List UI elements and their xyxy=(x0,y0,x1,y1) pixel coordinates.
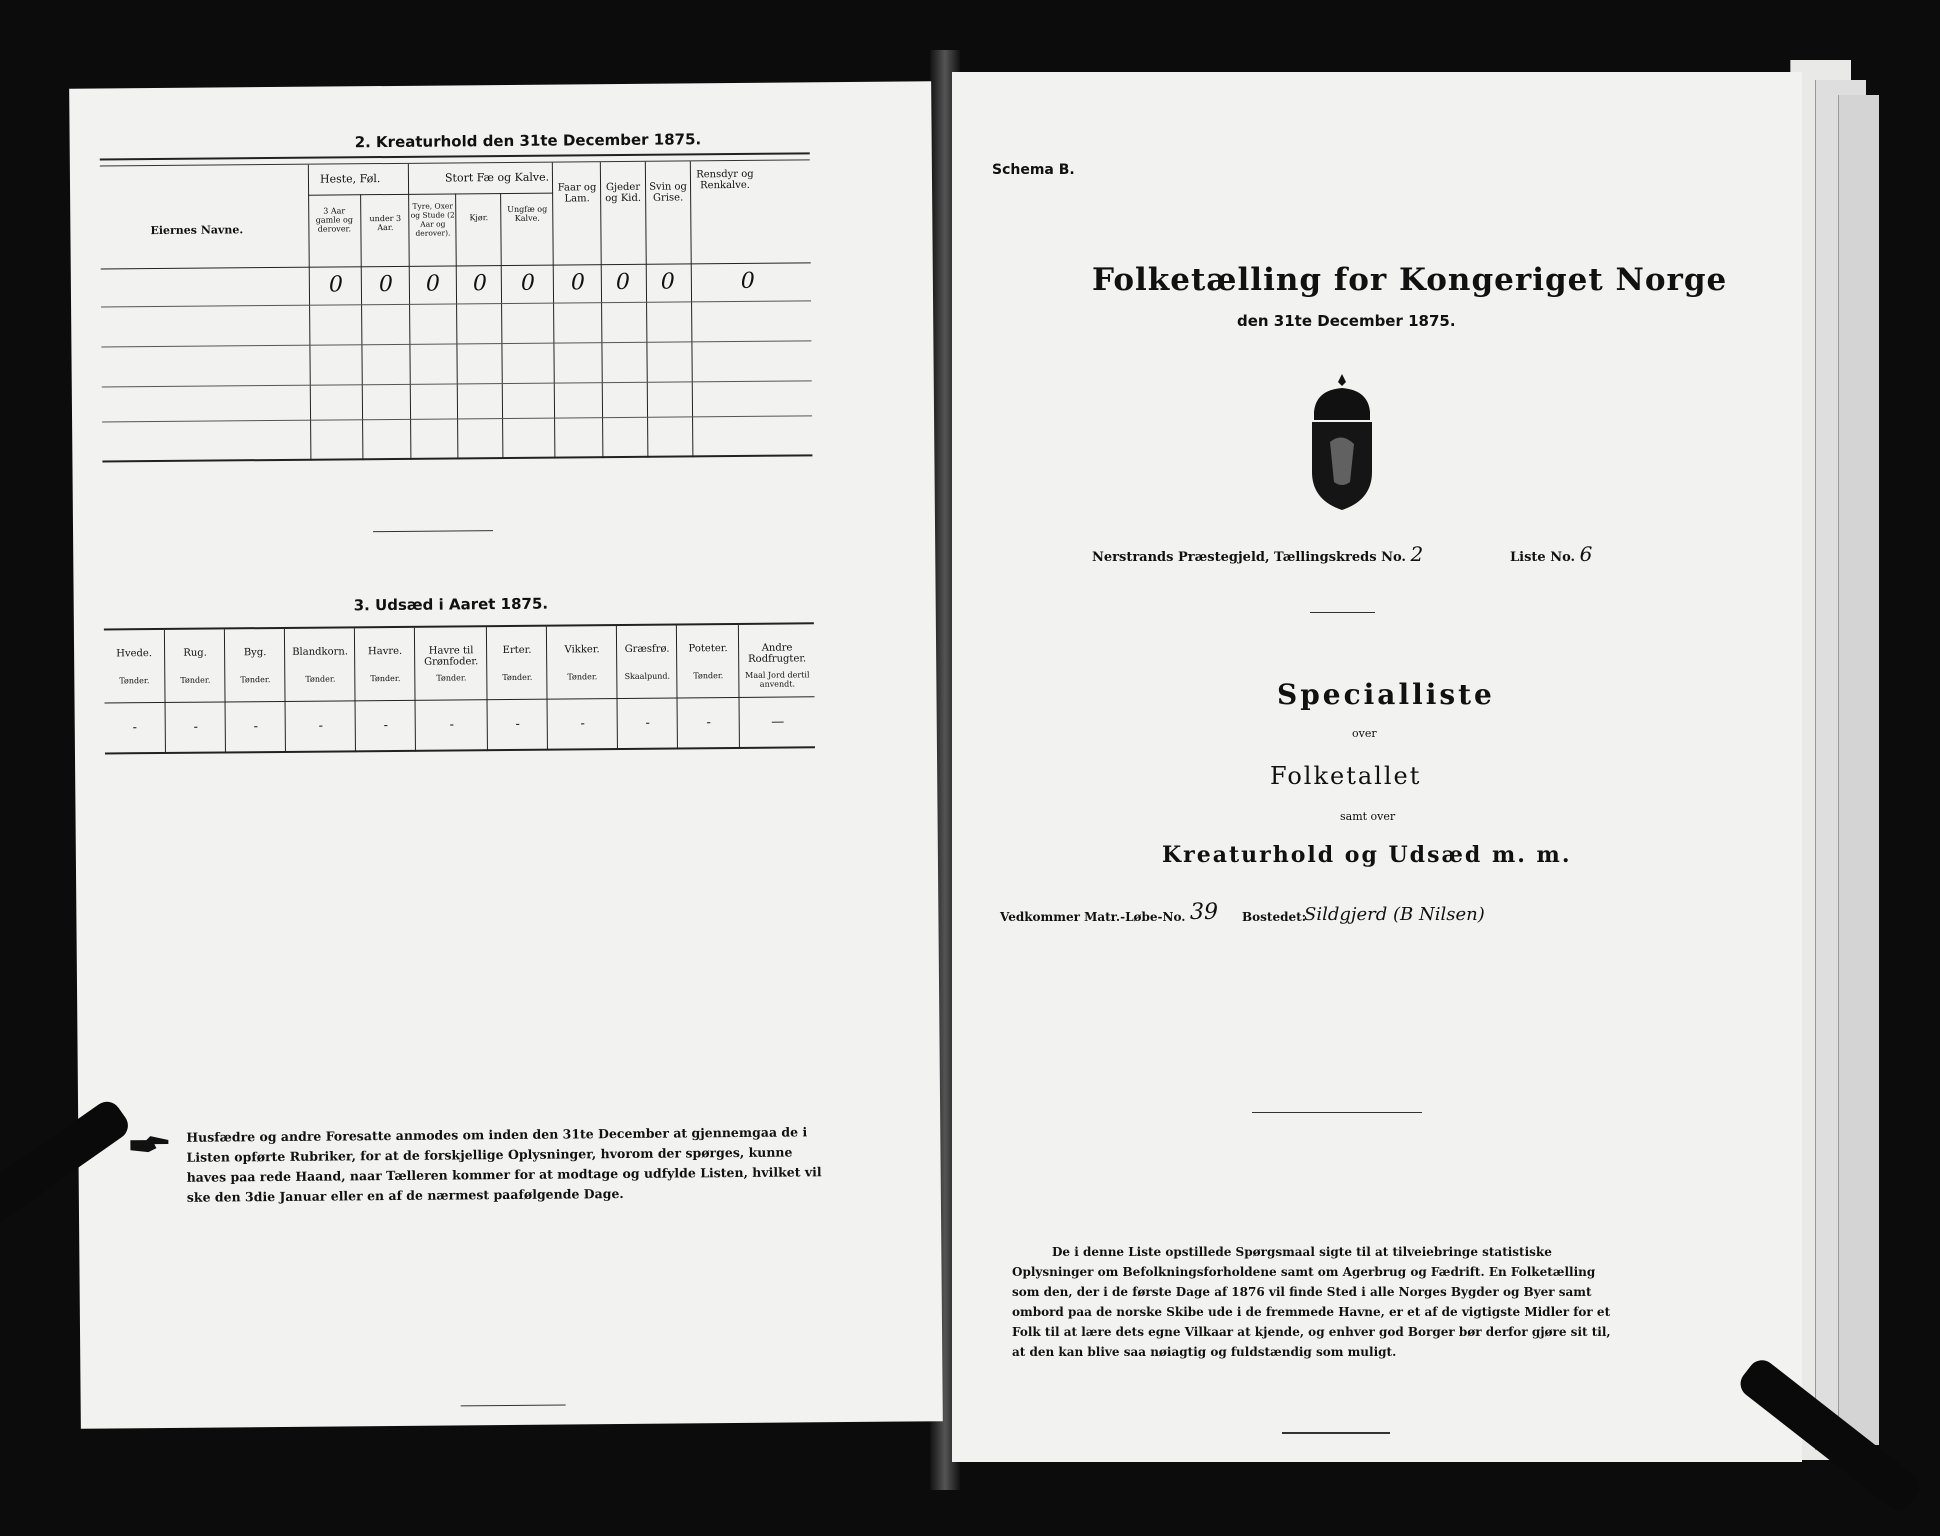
right-page xyxy=(952,72,1802,1462)
separator xyxy=(373,530,493,532)
seed-column-name: Rug. xyxy=(183,647,207,659)
seed-column xyxy=(486,627,548,752)
seed-column xyxy=(164,629,226,754)
district-prefix: Nerstrands Præstegjeld, Tællingskreds No. xyxy=(1092,550,1406,565)
seed-column xyxy=(104,630,165,755)
seed-column xyxy=(284,628,356,753)
district-line xyxy=(1092,542,1423,566)
col-heste-gamle-header: 3 Aar gamle og derover. xyxy=(315,206,353,234)
seed-column-unit: Tønder. xyxy=(693,671,724,681)
seed-value: - xyxy=(706,715,711,731)
col-kjoer-header: Kjør. xyxy=(469,213,489,223)
bosted-value: Sildgjerd (B Nilsen) xyxy=(1304,904,1485,925)
col-svin-header: Svin og Grise. xyxy=(649,181,687,204)
folketallet-heading: Folketallet xyxy=(1270,762,1422,790)
liste-prefix: Liste No. xyxy=(1510,550,1576,565)
specialliste-heading: Specialliste xyxy=(1277,678,1495,711)
seed-column-unit: Maal Jord dertil anvendt. xyxy=(745,670,810,689)
seed-value: - xyxy=(580,716,585,732)
livestock-value: 0 xyxy=(520,270,535,296)
seed-column-name: Hvede. xyxy=(116,648,153,660)
schema-label: Schema B. xyxy=(992,162,1075,178)
seed-value: - xyxy=(318,718,324,734)
seed-column-name: Poteter. xyxy=(688,643,728,655)
seed-column-unit: Tønder. xyxy=(567,672,598,682)
main-title: Folketælling for Kongeriget Norge xyxy=(1092,262,1728,298)
seed-value: - xyxy=(449,717,455,733)
livestock-value: 0 xyxy=(378,271,393,298)
livestock-value: 0 xyxy=(472,271,487,297)
seed-column-name: Græsfrø. xyxy=(624,643,670,655)
livestock-value: 0 xyxy=(425,271,440,297)
coat-of-arms-icon xyxy=(1302,372,1382,512)
seed-value: - xyxy=(132,720,138,736)
seed-column-unit: Tønder. xyxy=(119,676,150,686)
seed-value: - xyxy=(645,715,650,731)
section3-title: 3. Udsæd i Aaret 1875. xyxy=(353,594,549,615)
seed-column xyxy=(354,628,416,753)
seed-value: — xyxy=(771,714,785,730)
seed-column xyxy=(616,626,678,751)
col-owner-header: Eiernes Navne. xyxy=(150,223,244,238)
kreaturhold-heading: Kreaturhold og Udsæd m. m. xyxy=(1162,842,1572,868)
seed-column-unit: Tønder. xyxy=(240,675,271,685)
group-heste-header: Heste, Føl. xyxy=(319,172,381,186)
livestock-value: 0 xyxy=(740,268,755,294)
seed-column-unit: Skaalpund. xyxy=(624,671,671,681)
seed-column-name: Havre til Grønfoder. xyxy=(424,645,479,668)
pointing-hand-icon xyxy=(128,1134,172,1156)
livestock-value: 0 xyxy=(328,272,344,298)
left-page xyxy=(69,81,943,1428)
liste-no: 6 xyxy=(1579,542,1593,566)
separator xyxy=(461,1405,566,1407)
footnote-text: Husfædre og andre Foresatte anmodes om inden den 31te December at gjennemgaa de i Listen opførte Rubriker, for at de forskjellige Oplysninger, hvorom der spørges, kunne haves paa rede Haand, naar Tælleren kommer for at modtage og udfylde Listen, hvilket vil ske den 3die Januar eller en af de nærmest paafølgende Dage. xyxy=(186,1124,822,1205)
separator xyxy=(1282,1432,1390,1434)
col-rensdyr-header: Rensdyr og Renkalve. xyxy=(696,168,754,192)
seed-value: - xyxy=(253,719,259,735)
livestock-table xyxy=(100,160,813,466)
seed-column xyxy=(546,626,618,751)
seed-column-name: Erter. xyxy=(502,644,532,657)
seed-column-unit: Tønder. xyxy=(370,673,401,684)
seed-column xyxy=(738,624,816,749)
seed-column xyxy=(224,629,286,754)
matr-no: 39 xyxy=(1190,900,1218,925)
col-heste-unge-header: under 3 Aar. xyxy=(369,213,402,233)
section2-title: 2. Kreaturhold den 31te December 1875. xyxy=(354,130,702,152)
seed-column-name: Havre. xyxy=(367,645,403,658)
liste-line xyxy=(1510,542,1592,566)
seed-column-unit: Tønder. xyxy=(180,675,211,685)
col-gjeder-header: Gjeder og Kid. xyxy=(605,181,642,205)
district-no: 2 xyxy=(1410,542,1424,566)
seed-column-unit: Tønder. xyxy=(305,674,336,684)
seed-value: - xyxy=(515,716,521,732)
signature-line xyxy=(1252,1112,1422,1113)
intro-paragraph: De i denne Liste opstillede Spørgsmaal sigte til at tilveiebringe statistiske Oplysninger om Befolkningsforholdene samt om Agerbrug og Fædrift. En Folketælling som den, der i de første Dage af 1876 vil finde Sted i alle Norges Bygder og Byer samt ombord paa de norske Skibe ude i de fremmede Havne, er et af de vigtigste Midler for et Folk til at lære dets egne Vilkaar at kjende, og enhver god Borger bør derfor gjøre sit til, at den kan blive saa nøiagtig og fuldstændig som muligt. xyxy=(1012,1245,1611,1359)
seed-value: - xyxy=(193,719,199,735)
seed-column xyxy=(414,627,488,752)
seed-column-name: Vikker. xyxy=(564,644,600,656)
date-line: den 31te December 1875. xyxy=(1237,312,1456,330)
col-faar-header: Faar og Lam. xyxy=(557,182,597,205)
stacked-page-edges-3 xyxy=(1838,95,1879,1445)
matr-label: Vedkommer Matr.-Løbe-No. xyxy=(1000,910,1186,924)
livestock-value: 0 xyxy=(615,269,630,296)
seed-column-unit: Tønder. xyxy=(436,673,467,683)
seed-value: - xyxy=(383,718,389,734)
seed-column-unit: Tønder. xyxy=(502,672,533,683)
bosted-label: Bostedet: xyxy=(1242,910,1307,924)
livestock-value: 0 xyxy=(570,270,585,296)
col-tyre-header: Tyre, Oxer og Stude (2 Aar og derover). xyxy=(410,201,455,238)
over-text: over xyxy=(1352,727,1377,740)
col-ungfae-header: Ungfæ og Kalve. xyxy=(507,204,548,223)
seed-column-name: Byg. xyxy=(243,647,267,659)
group-stortfae-header: Stort Fæ og Kalve. xyxy=(444,170,550,185)
samt-over-text: samt over xyxy=(1340,810,1396,823)
seed-column xyxy=(676,625,740,750)
seed-column-name: Blandkorn. xyxy=(292,646,349,658)
separator xyxy=(1310,612,1375,613)
livestock-value: 0 xyxy=(660,269,675,295)
seed-columns xyxy=(104,624,815,754)
seed-column-name: Andre Rodfrugter. xyxy=(748,642,807,665)
